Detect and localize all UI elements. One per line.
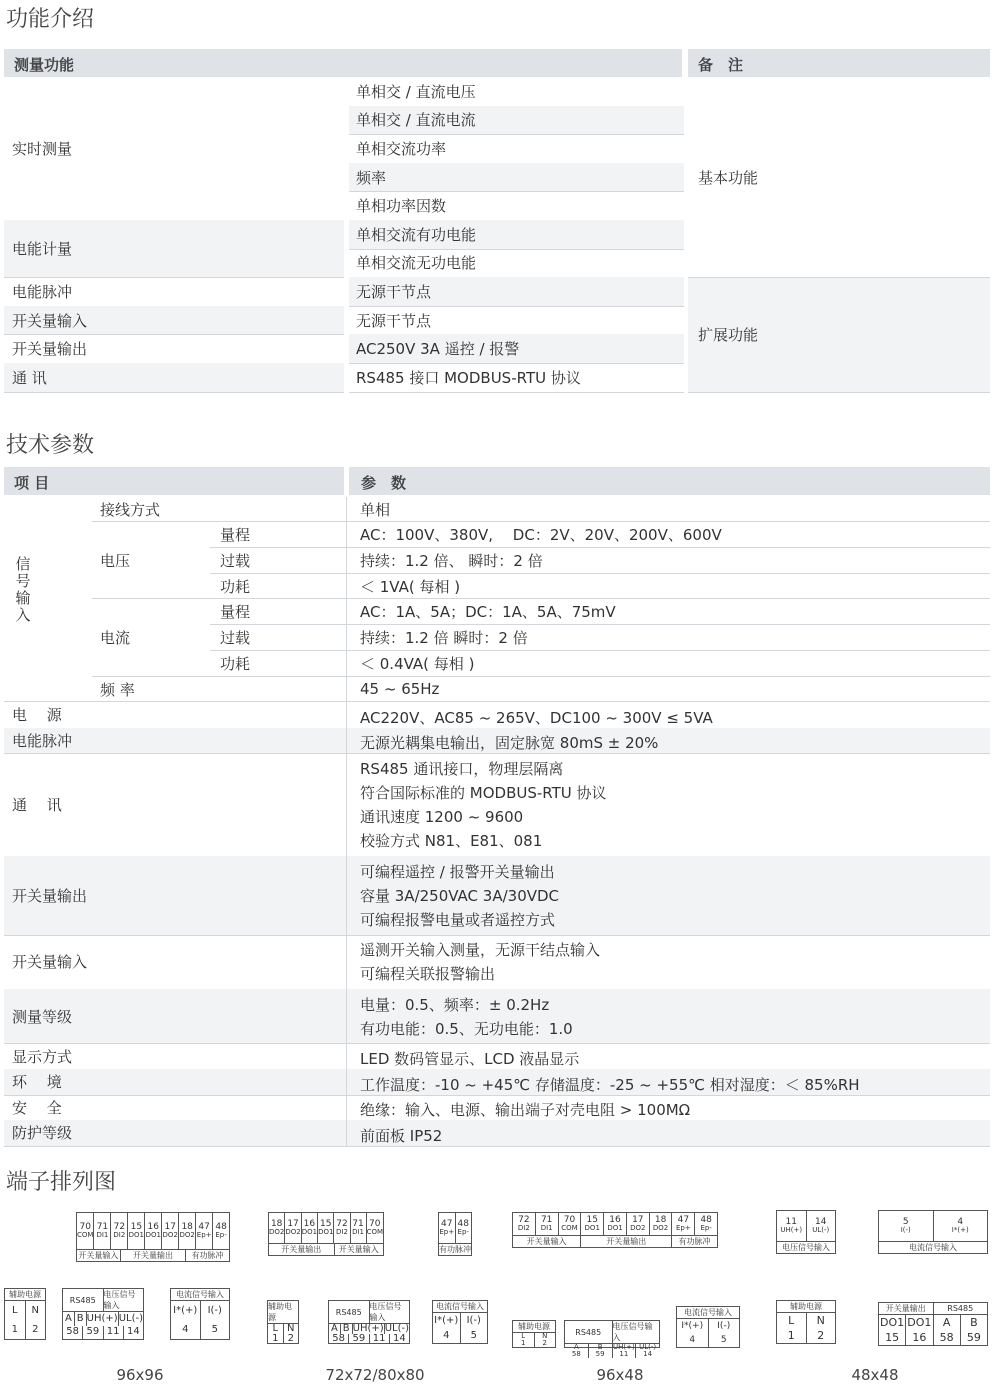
terminal-pin-number: 4 bbox=[957, 1217, 964, 1227]
terminal-pin-signal: UL(-) bbox=[635, 1344, 659, 1351]
terminal-pin-signal: N bbox=[806, 1313, 836, 1328]
terminal-pin-signal: B bbox=[960, 1315, 987, 1330]
terminal-block-t5 bbox=[776, 1210, 836, 1254]
terminal-group-label: 开关量输出 bbox=[281, 1245, 322, 1254]
param-value: LED 数码管显示、LCD 液晶显示 bbox=[360, 1049, 580, 1068]
terminal-pin-signal: DI1 bbox=[96, 1231, 109, 1239]
terminal-block-out485 bbox=[878, 1302, 988, 1346]
terminal-group-label: 有功脉冲 bbox=[671, 1236, 717, 1247]
terminal-block-aux bbox=[776, 1300, 836, 1344]
param-value: 前面板 IP52 bbox=[360, 1126, 443, 1145]
terminal-pin-signal: I*(+) bbox=[681, 1320, 704, 1331]
terminal-pin-signal: DO1 bbox=[584, 1224, 600, 1232]
param-label: 开关量输入 bbox=[12, 953, 88, 972]
freq-value: 45 ~ 65Hz bbox=[360, 680, 440, 698]
terminal-pin-signal: N bbox=[283, 1324, 299, 1334]
terminal-pin-number: 15 bbox=[586, 1215, 598, 1225]
terminal-pin-number: 59 bbox=[348, 1334, 368, 1344]
param-value: AC220V、AC85 ~ 265V、DC100 ~ 300V ≤ 5VA bbox=[360, 708, 713, 727]
terminal-pin-number: 71 bbox=[96, 1222, 109, 1232]
terminal-group-label: 开关量输入 bbox=[526, 1237, 567, 1246]
voltage-label: 电压 bbox=[100, 551, 131, 570]
param-row-bg bbox=[4, 1120, 990, 1146]
wiring-value: 单相 bbox=[360, 500, 391, 519]
terminal-pin-signal: I(-) bbox=[460, 1313, 488, 1328]
terminal-pin-number: 18 bbox=[654, 1215, 667, 1225]
terminal-pin-number: 15 bbox=[130, 1222, 143, 1232]
terminal-group-label: 有功脉冲 bbox=[185, 1250, 229, 1261]
terminal-pin-signal: Ep+ bbox=[675, 1224, 691, 1232]
terminal-pin-number: 14 bbox=[815, 1217, 827, 1227]
terminal-pin-number: 48 bbox=[457, 1219, 469, 1229]
terminal-title: RS485 bbox=[575, 1327, 602, 1337]
caption-96x48: 96x48 bbox=[596, 1366, 644, 1384]
terminal-pin-signal: DO1 bbox=[607, 1224, 623, 1232]
terminal-pin bbox=[694, 1213, 717, 1235]
terminal-pin-signal: DO1 bbox=[301, 1228, 318, 1236]
terminal-pin-number: 2 bbox=[806, 1328, 836, 1343]
terminal-pin-signal: DI1 bbox=[540, 1224, 553, 1232]
terminal-pin-signal: B bbox=[588, 1344, 612, 1351]
terminal-pin-signal: I(-) bbox=[900, 1226, 911, 1234]
terminal-pin-number: 48 bbox=[215, 1222, 227, 1232]
terminal-block-title bbox=[777, 1301, 835, 1313]
terminal-pin bbox=[439, 1213, 455, 1243]
current-overload-value: 持续：1.2 倍 瞬时：2 倍 bbox=[360, 628, 528, 647]
voltage-power-value: ＜ 1VA( 每相 ) bbox=[360, 577, 461, 596]
terminal-block-cur bbox=[432, 1300, 488, 1344]
terminal-pin-number: 14 bbox=[389, 1334, 409, 1344]
group-bg bbox=[4, 363, 344, 392]
terminal-pin bbox=[110, 1213, 127, 1249]
terminal-title: RS485 bbox=[335, 1307, 362, 1317]
voltage-power-label: 功耗 bbox=[220, 577, 251, 596]
terminal-pin-signal: DI2 bbox=[336, 1228, 348, 1236]
caption-96x96: 96x96 bbox=[116, 1366, 164, 1384]
terminal-pin-number: 71 bbox=[352, 1219, 364, 1229]
terminal-pin-number: 58 bbox=[571, 1350, 581, 1358]
param-value: 容量 3A/250VAC 3A/30VDC bbox=[360, 886, 560, 905]
terminal-pin-signal: Ep- bbox=[700, 1224, 712, 1232]
function-group-label: 电能计量 bbox=[12, 240, 73, 259]
terminal-pin-signal: Ep+ bbox=[439, 1228, 455, 1236]
terminal-pin-signal: DO1 bbox=[905, 1315, 932, 1330]
terminal-pin bbox=[535, 1213, 558, 1235]
terminal-pin-number: 1 bbox=[521, 1339, 526, 1347]
terminal-block-t3 bbox=[438, 1212, 472, 1256]
terminal-pin-number: 2 bbox=[534, 1340, 556, 1347]
terminal-pin bbox=[455, 1213, 472, 1243]
terminal-pin-number: 15 bbox=[320, 1219, 332, 1229]
terminal-pin-number: 59 bbox=[960, 1330, 987, 1345]
terminal-pin-number: 71 bbox=[540, 1215, 553, 1225]
terminal-title: 电压信号输入 bbox=[103, 1289, 144, 1311]
function-item: 无源干节点 bbox=[356, 282, 432, 301]
terminal-group-labels bbox=[513, 1235, 717, 1247]
terminal-pin-number: 5 bbox=[460, 1328, 488, 1343]
terminal-pin-signal: UH(+) bbox=[352, 1323, 384, 1334]
terminal-pin bbox=[317, 1213, 333, 1243]
terminal-pin-number: 47 bbox=[441, 1219, 453, 1229]
param-label: 环 境 bbox=[12, 1073, 62, 1092]
terminal-pin-signal: Ep- bbox=[457, 1228, 469, 1236]
terminal-pin-number: 47 bbox=[677, 1215, 690, 1225]
caption-48x48: 48x48 bbox=[851, 1366, 899, 1384]
function-group-label: 开关量输出 bbox=[12, 340, 88, 359]
terminal-pin-number: 72 bbox=[113, 1222, 126, 1232]
terminal-pin-number: 72 bbox=[518, 1215, 530, 1225]
terminal-pin-number: 11 bbox=[369, 1334, 389, 1344]
terminal-pin-signal: Ep- bbox=[215, 1231, 227, 1239]
terminal-pin-number: 70 bbox=[563, 1215, 576, 1225]
terminal-pin-number: 59 bbox=[588, 1351, 612, 1358]
param-value: 可编程关联报警输出 bbox=[360, 965, 496, 984]
terminal-pin bbox=[77, 1213, 93, 1249]
terminal-pin-number: 72 bbox=[336, 1219, 348, 1229]
terminal-group-labels bbox=[439, 1243, 471, 1255]
terminal-pin-signal: UL(-) bbox=[384, 1323, 409, 1334]
terminal-block-rs485v bbox=[564, 1320, 660, 1358]
terminal-pin bbox=[93, 1213, 110, 1249]
terminal-block-t4 bbox=[512, 1212, 718, 1248]
terminal-pin bbox=[366, 1213, 383, 1243]
terminal-pin bbox=[195, 1213, 212, 1249]
terminal-pin bbox=[933, 1211, 988, 1241]
terminal-pin bbox=[580, 1213, 603, 1235]
terminal-group-labels bbox=[77, 1249, 229, 1261]
terminal-pin bbox=[301, 1213, 317, 1243]
terminal-pin-number: 58 bbox=[933, 1330, 960, 1345]
freq-label: 频 率 bbox=[100, 680, 135, 699]
item-bg bbox=[349, 163, 684, 192]
terminal-group-labels bbox=[879, 1241, 987, 1253]
function-item: 单相交流功率 bbox=[356, 139, 447, 158]
function-header-left bbox=[4, 49, 682, 77]
terminal-pin bbox=[603, 1213, 626, 1235]
terminal-pin-signal: I*(+) bbox=[951, 1226, 969, 1234]
function-group-label: 实时测量 bbox=[12, 140, 73, 158]
terminal-title: 辅助电源 bbox=[518, 1322, 550, 1331]
terminal-pin-signal: DO2 bbox=[269, 1228, 285, 1236]
terminal-title: 辅助电源 bbox=[268, 1302, 292, 1322]
terminal-pin bbox=[161, 1213, 178, 1249]
terminal-pin bbox=[178, 1213, 195, 1249]
terminal-title: 电压信号输入 bbox=[369, 1301, 410, 1323]
terminal-block-rs485v bbox=[62, 1288, 144, 1340]
terminal-pin-signal: N bbox=[534, 1333, 556, 1340]
terminal-pin-signal: L bbox=[272, 1323, 279, 1334]
section-title-params: 技术参数 bbox=[6, 433, 95, 458]
terminal-pin-number: 2 bbox=[283, 1334, 299, 1344]
param-value: 通讯速度 1200 ~ 9600 bbox=[360, 808, 524, 827]
terminal-pin-signal: A bbox=[330, 1323, 338, 1334]
function-item: 单相交 / 直流电流 bbox=[356, 111, 476, 130]
terminal-pin-signal: COM bbox=[77, 1231, 94, 1239]
section-title-terminals: 端子排列图 bbox=[6, 1170, 117, 1195]
terminal-pin-number: 11 bbox=[103, 1326, 123, 1340]
remark-header-label: 备 注 bbox=[698, 56, 744, 74]
terminal-block-title bbox=[879, 1303, 987, 1315]
terminal-block-cur bbox=[170, 1288, 230, 1340]
terminal-pin-number: 16 bbox=[609, 1215, 621, 1225]
terminal-pin bbox=[806, 1211, 836, 1241]
terminal-title: 开关量输出 bbox=[885, 1304, 926, 1313]
terminal-title: 电流信号输入 bbox=[436, 1302, 484, 1311]
terminal-pin-number: 17 bbox=[164, 1222, 176, 1232]
param-header-label: 参 数 bbox=[361, 474, 407, 492]
current-label: 电流 bbox=[100, 628, 131, 647]
terminal-block-cur bbox=[676, 1306, 740, 1348]
function-group-label: 开关量输入 bbox=[12, 311, 88, 330]
terminal-group-label: 开关量输出 bbox=[580, 1236, 671, 1247]
item-header-label: 项 目 bbox=[14, 474, 50, 492]
param-value: 电量：0.5、频率：± 0.2Hz bbox=[360, 995, 550, 1014]
param-label: 开关量输出 bbox=[12, 886, 88, 905]
params-header-right bbox=[349, 467, 990, 495]
function-item: 单相交流有功电能 bbox=[356, 225, 477, 244]
terminal-pin-signal: DO2 bbox=[179, 1231, 195, 1239]
terminal-block-rs485v bbox=[328, 1300, 410, 1344]
param-value: 可编程报警电量或者遥控方式 bbox=[360, 910, 556, 929]
function-item: AC250V 3A 遥控 / 报警 bbox=[356, 340, 520, 359]
terminal-pin-signal: DI1 bbox=[352, 1228, 364, 1236]
terminal-pin-signal: DO1 bbox=[128, 1231, 144, 1239]
terminal-pin-signal: DO1 bbox=[880, 1316, 905, 1329]
terminal-pin-number: 16 bbox=[905, 1330, 932, 1345]
terminal-pin bbox=[212, 1213, 229, 1249]
terminal-block-t6 bbox=[878, 1210, 988, 1254]
param-label: 安 全 bbox=[12, 1098, 62, 1117]
terminal-pin-number: 14 bbox=[123, 1326, 143, 1340]
terminal-pin-signal: UL(-) bbox=[812, 1226, 830, 1234]
terminal-pin-signal: I*(+) bbox=[434, 1314, 459, 1326]
terminal-block-title bbox=[5, 1289, 45, 1301]
current-power-value: ＜ 0.4VA( 每相 ) bbox=[360, 654, 475, 673]
function-item: 频率 bbox=[356, 168, 387, 187]
terminal-block-title bbox=[433, 1301, 487, 1313]
terminal-block-t2 bbox=[268, 1212, 384, 1256]
function-item: 单相交 / 直流电压 bbox=[356, 82, 476, 101]
terminal-pin bbox=[558, 1213, 581, 1235]
terminal-pin-number: 18 bbox=[270, 1219, 283, 1229]
terminal-pin-number: 58 bbox=[332, 1333, 345, 1344]
terminal-pin bbox=[284, 1213, 300, 1243]
param-label: 防护等级 bbox=[12, 1124, 73, 1143]
terminal-pin-number: 70 bbox=[79, 1222, 91, 1232]
terminal-group-labels bbox=[269, 1243, 383, 1255]
current-overload-label: 过载 bbox=[220, 628, 251, 647]
terminal-pin-signal: I(-) bbox=[200, 1301, 230, 1320]
param-label: 电 源 bbox=[12, 706, 62, 725]
param-label: 电能脉冲 bbox=[12, 731, 73, 750]
terminal-pin-signal: DO2 bbox=[162, 1231, 178, 1239]
terminal-group-label: 开关量输入 bbox=[334, 1244, 383, 1255]
function-item: 单相交流无功电能 bbox=[356, 254, 477, 273]
terminal-block-aux bbox=[512, 1320, 556, 1348]
terminal-pin-signal: A bbox=[933, 1315, 960, 1330]
wiring-label: 接线方式 bbox=[100, 500, 161, 519]
terminal-pin-number: 1 bbox=[11, 1323, 18, 1335]
terminal-pin-signal: L bbox=[11, 1304, 18, 1316]
terminal-pin bbox=[127, 1213, 144, 1249]
terminal-group-label: 电压信号输入 bbox=[782, 1243, 830, 1252]
voltage-range-label: 量程 bbox=[220, 525, 251, 544]
terminal-pin-number: 5 bbox=[902, 1217, 909, 1227]
param-value: 无源光耦集电输出，固定脉宽 80mS ± 20% bbox=[360, 734, 659, 753]
terminal-pin-number: 11 bbox=[612, 1351, 636, 1358]
param-value: 符合国际标准的 MODBUS-RTU 协议 bbox=[360, 783, 607, 802]
terminal-group-label: 开关量输出 bbox=[120, 1250, 185, 1261]
terminal-block-t1 bbox=[76, 1212, 230, 1262]
param-label: 显示方式 bbox=[12, 1047, 73, 1066]
terminal-pin bbox=[649, 1213, 672, 1235]
terminal-pin-number: 59 bbox=[82, 1326, 102, 1340]
param-value: 可编程遥控 / 报警开关量输出 bbox=[360, 862, 555, 881]
terminal-block-title bbox=[171, 1289, 229, 1301]
terminal-pin-number: 17 bbox=[632, 1215, 644, 1225]
terminal-pin-signal: I*(+) bbox=[173, 1304, 198, 1316]
terminal-pin-signal: DO1 bbox=[318, 1228, 334, 1236]
function-item: RS485 接口 MODBUS-RTU 协议 bbox=[356, 368, 581, 387]
function-group-label: 电能脉冲 bbox=[12, 282, 73, 301]
terminal-pin-number: 11 bbox=[785, 1217, 797, 1227]
param-label: 通 讯 bbox=[12, 796, 62, 815]
voltage-overload-value: 持续：1.2 倍、 瞬时：2 倍 bbox=[360, 551, 543, 570]
terminal-pin-signal: L bbox=[788, 1314, 795, 1327]
terminal-pin-number: 2 bbox=[25, 1320, 46, 1339]
terminal-pin-number: 4 bbox=[182, 1323, 189, 1335]
terminal-pin-number: 16 bbox=[147, 1222, 159, 1232]
terminal-group-label: 有功脉冲 bbox=[439, 1245, 471, 1254]
terminal-title: RS485 bbox=[69, 1295, 96, 1305]
param-value: 有功电能：0.5、无功电能：1.0 bbox=[360, 1019, 573, 1038]
terminal-block-title bbox=[677, 1307, 739, 1319]
terminal-title: 辅助电源 bbox=[790, 1302, 822, 1311]
terminal-pin-number: 5 bbox=[200, 1320, 230, 1339]
terminal-pin-number: 17 bbox=[287, 1219, 299, 1229]
terminal-title: 电压信号输入 bbox=[612, 1321, 660, 1343]
terminal-pin-signal: A bbox=[573, 1343, 579, 1351]
param-value: RS485 通讯接口，物理层隔离 bbox=[360, 759, 564, 778]
terminal-pin-signal: B bbox=[74, 1312, 86, 1326]
param-value: 校验方式 N81、E81、081 bbox=[360, 832, 543, 851]
terminal-block-title bbox=[565, 1321, 659, 1344]
terminal-pin-number: 1 bbox=[272, 1333, 279, 1344]
terminal-pin-signal: DO2 bbox=[630, 1224, 646, 1232]
terminal-pin-signal: DO1 bbox=[145, 1231, 161, 1239]
terminal-block-title bbox=[513, 1321, 555, 1333]
terminal-group-labels bbox=[777, 1241, 835, 1253]
terminal-pin-signal: L bbox=[521, 1332, 526, 1340]
terminal-pin-signal: B bbox=[340, 1324, 352, 1334]
terminal-block-title bbox=[63, 1289, 143, 1312]
terminal-pin-number: 16 bbox=[303, 1219, 316, 1229]
function-item: 单相功率因数 bbox=[356, 197, 447, 216]
function-group-label: 通 讯 bbox=[12, 368, 47, 387]
section-title-function: 功能介绍 bbox=[6, 7, 95, 32]
terminal-pin-number: 18 bbox=[181, 1222, 193, 1232]
terminal-pin bbox=[671, 1213, 694, 1235]
terminal-pin-number: 14 bbox=[635, 1351, 659, 1358]
terminal-pin bbox=[777, 1211, 806, 1241]
terminal-pin-signal: DI2 bbox=[113, 1231, 126, 1239]
param-value: 绝缘：输入、电源、输出端子对壳电阻 > 100MΩ bbox=[360, 1101, 691, 1120]
terminal-pin bbox=[333, 1213, 349, 1243]
terminal-pin-signal: DI2 bbox=[517, 1224, 530, 1232]
param-value: 遥测开关输入测量，无源干结点输入 bbox=[360, 941, 601, 960]
terminal-pin-number: 4 bbox=[443, 1329, 450, 1341]
terminal-pin-signal: UH(+) bbox=[780, 1226, 803, 1234]
terminal-block-title bbox=[268, 1301, 298, 1324]
terminal-pin-number: 58 bbox=[66, 1326, 79, 1338]
terminal-title: 辅助电源 bbox=[9, 1290, 41, 1299]
terminal-title: 电流信号输入 bbox=[176, 1290, 224, 1299]
terminal-pin bbox=[350, 1213, 366, 1243]
terminal-pin bbox=[879, 1211, 933, 1241]
current-range-value: AC：1A、5A；DC：1A、5A、75mV bbox=[360, 602, 616, 621]
terminal-title: 电流信号输入 bbox=[684, 1308, 732, 1317]
signal-input-label: 信号输入 bbox=[13, 556, 32, 624]
function-item: 无源干节点 bbox=[356, 311, 432, 330]
terminal-pin-number: 4 bbox=[689, 1334, 696, 1345]
terminal-pin bbox=[144, 1213, 161, 1249]
terminal-block-title bbox=[329, 1301, 409, 1324]
remark-extended: 扩展功能 bbox=[698, 325, 759, 344]
terminal-pin-signal: N bbox=[25, 1301, 46, 1320]
terminal-pin-number: 1 bbox=[787, 1329, 795, 1342]
terminal-pin-number: 70 bbox=[369, 1219, 381, 1229]
terminal-pin-number: 5 bbox=[708, 1333, 740, 1347]
terminal-pin-signal: COM bbox=[366, 1228, 383, 1236]
terminal-pin-signal: I(-) bbox=[708, 1319, 740, 1333]
terminal-pin-signal: UH(+) bbox=[613, 1343, 635, 1351]
voltage-overload-label: 过载 bbox=[220, 551, 251, 570]
voltage-range-value: AC：100V、380V, DC：2V、20V、200V、600V bbox=[360, 525, 722, 544]
terminal-block-aux bbox=[4, 1288, 46, 1340]
terminal-pin-signal: COM bbox=[561, 1224, 578, 1232]
caption-72x72: 72x72/80x80 bbox=[325, 1366, 425, 1384]
terminal-pin-signal: Ep+ bbox=[196, 1231, 212, 1239]
params-header-left bbox=[4, 467, 344, 495]
terminal-pin-signal: A bbox=[64, 1312, 72, 1324]
terminal-block-aux bbox=[267, 1300, 299, 1344]
terminal-group-label: 开关量输入 bbox=[78, 1251, 119, 1260]
terminal-pin-number: 48 bbox=[700, 1215, 712, 1225]
param-value: 工作温度：-10 ~ +45℃ 存储温度：-25 ~ +55℃ 相对湿度：＜ 85%RH bbox=[360, 1075, 860, 1094]
param-label: 测量等级 bbox=[12, 1007, 73, 1026]
current-power-label: 功耗 bbox=[220, 654, 251, 673]
current-range-label: 量程 bbox=[220, 602, 251, 621]
terminal-pin-number: 15 bbox=[885, 1331, 900, 1344]
terminal-pin-signal: UH(+) bbox=[86, 1312, 118, 1324]
function-header-label: 测量功能 bbox=[14, 56, 75, 74]
terminal-pin-number: 47 bbox=[198, 1222, 210, 1232]
remark-basic: 基本功能 bbox=[698, 168, 759, 187]
terminal-pin-signal: DO2 bbox=[285, 1228, 301, 1236]
terminal-pin-signal: UL(-) bbox=[118, 1312, 143, 1324]
terminal-pin bbox=[269, 1213, 284, 1243]
terminal-pin bbox=[513, 1213, 535, 1235]
function-header-right bbox=[688, 49, 990, 77]
terminal-title: RS485 bbox=[933, 1303, 988, 1314]
terminal-pin-signal: DO2 bbox=[652, 1224, 669, 1232]
terminal-group-label: 电流信号输入 bbox=[909, 1243, 957, 1252]
terminal-pin bbox=[626, 1213, 649, 1235]
